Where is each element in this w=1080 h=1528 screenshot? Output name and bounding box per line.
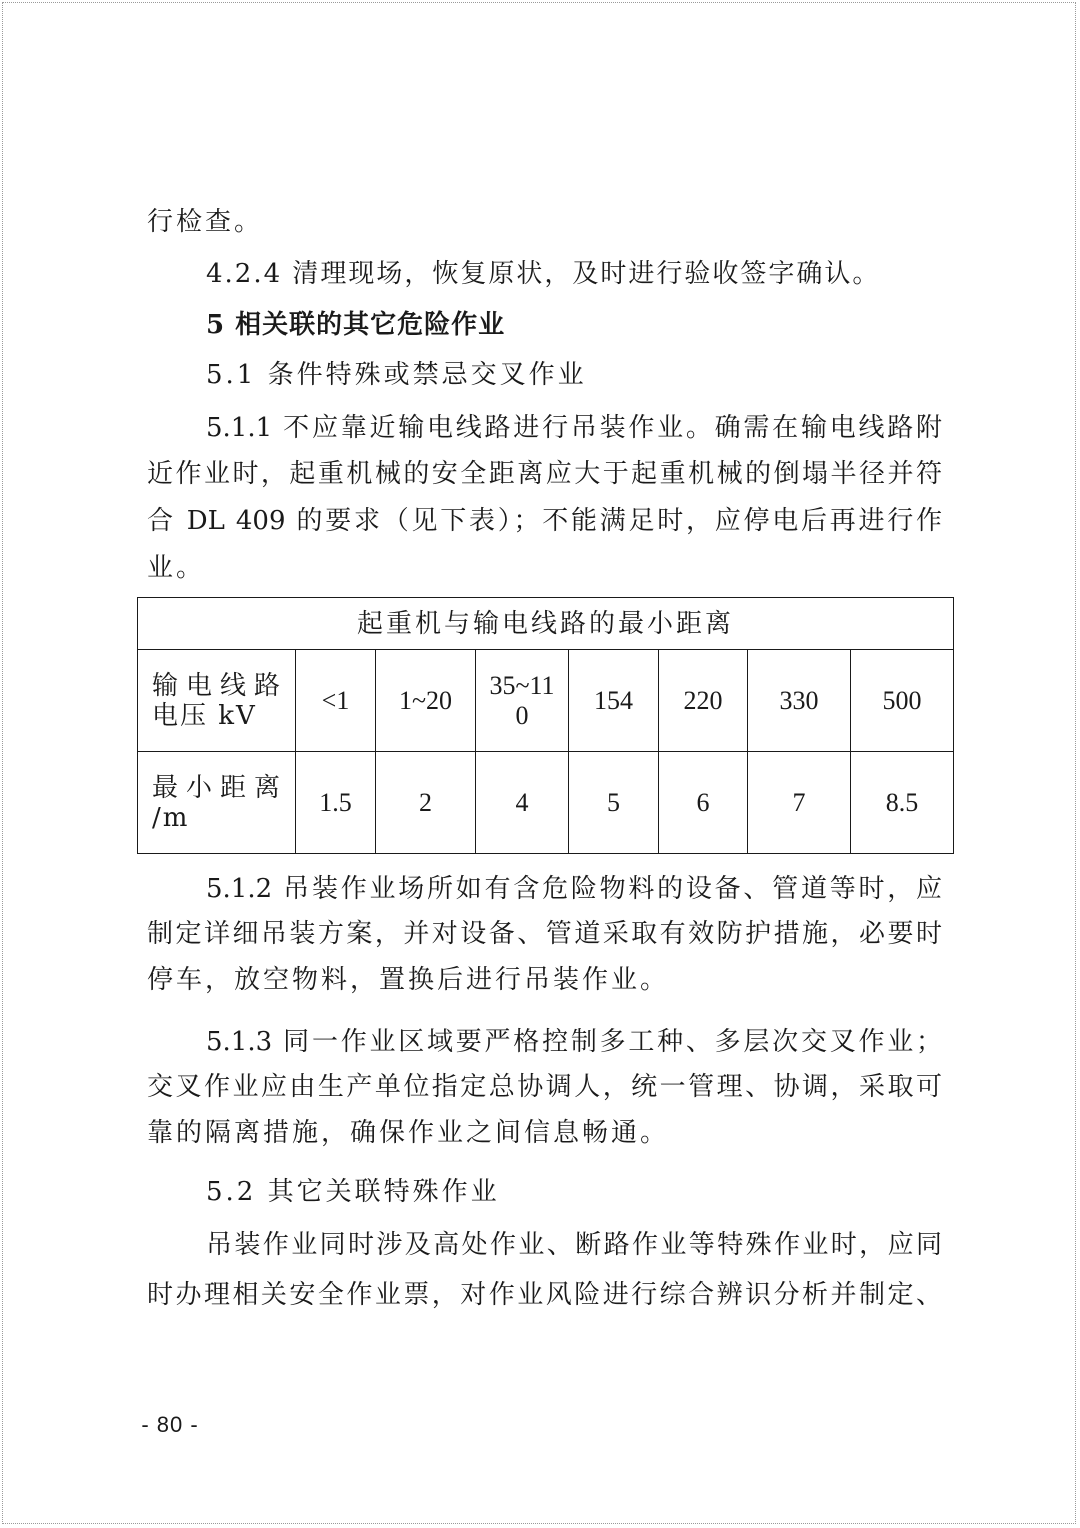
voltage-cell: <1	[296, 650, 376, 752]
paragraph-5-1-3-line2: 交叉作业应由生产单位指定总协调人，统一管理、协调，采取可	[147, 1072, 942, 1102]
paragraph-5-1-1-line1: 5.1.1 不应靠近输电线路进行吊装作业。确需在输电线路附	[206, 413, 942, 443]
distance-cell: 8.5	[851, 752, 954, 854]
paragraph-line: 行检查。	[147, 207, 264, 237]
paragraph-5-1-3-line3: 靠的隔离措施，确保作业之间信息畅通。	[147, 1118, 670, 1148]
section-heading-5-1: 5.1 条件特殊或禁忌交叉作业	[206, 360, 587, 390]
paragraph-5-1-3-line1: 5.1.3 同一作业区域要严格控制多工种、多层次交叉作业；	[206, 1027, 942, 1057]
distance-header	[138, 752, 296, 854]
distance-cell: 2	[376, 752, 476, 854]
table-caption: 起重机与输电线路的最小距离	[138, 598, 954, 650]
distance-header-line2: /m	[152, 802, 190, 833]
paragraph-5-1-2-line2: 制定详细吊装方案，并对设备、管道采取有效防护措施，必要时	[147, 919, 942, 949]
distance-cell: 7	[748, 752, 851, 854]
paragraph-5-2-line2: 时办理相关安全作业票，对作业风险进行综合辨识分析并制定、	[147, 1280, 942, 1310]
voltage-cell: 154	[569, 650, 659, 752]
voltage-row	[138, 650, 954, 752]
paragraph-5-1-1-line2: 近作业时，起重机械的安全距离应大于起重机械的倒塌半径并符	[147, 459, 942, 489]
voltage-cell-text: 35~110	[489, 670, 555, 730]
voltage-cell: 330	[748, 650, 851, 752]
voltage-cell: 500	[851, 650, 954, 752]
paragraph-4-2-4: 4.2.4 清理现场，恢复原状，及时进行验收签字确认。	[206, 259, 881, 289]
paragraph-5-1-1-line3: 合 DL 409 的要求（见下表）；不能满足时，应停电后再进行作	[147, 506, 942, 536]
distance-row	[138, 752, 954, 854]
voltage-header-line2: 电压 kV	[152, 700, 257, 731]
page-number: - 80 -	[141, 1412, 199, 1437]
distance-cell: 5	[569, 752, 659, 854]
voltage-cell	[476, 650, 569, 752]
paragraph-5-1-1-line4: 业。	[147, 553, 206, 583]
paragraph-5-1-2-line3: 停车，放空物料，置换后进行吊装作业。	[147, 965, 670, 995]
distance-cell: 6	[659, 752, 748, 854]
voltage-header-line1: 输电线路	[152, 670, 280, 701]
paragraph-5-1-2-line1: 5.1.2 吊装作业场所如有含危险物料的设备、管道等时，应	[206, 874, 942, 904]
section-heading-5: 5 相关联的其它危险作业	[206, 310, 506, 340]
voltage-header	[138, 650, 296, 752]
voltage-cell: 1~20	[376, 650, 476, 752]
voltage-cell: 220	[659, 650, 748, 752]
section-heading-5-2: 5.2 其它关联特殊作业	[206, 1177, 500, 1207]
min-distance-table	[137, 597, 954, 854]
paragraph-5-2-line1: 吊装作业同时涉及高处作业、断路作业等特殊作业时，应同	[206, 1230, 942, 1260]
distance-header-line1: 最小距离	[152, 772, 280, 803]
distance-cell: 4	[476, 752, 569, 854]
distance-cell: 1.5	[296, 752, 376, 854]
